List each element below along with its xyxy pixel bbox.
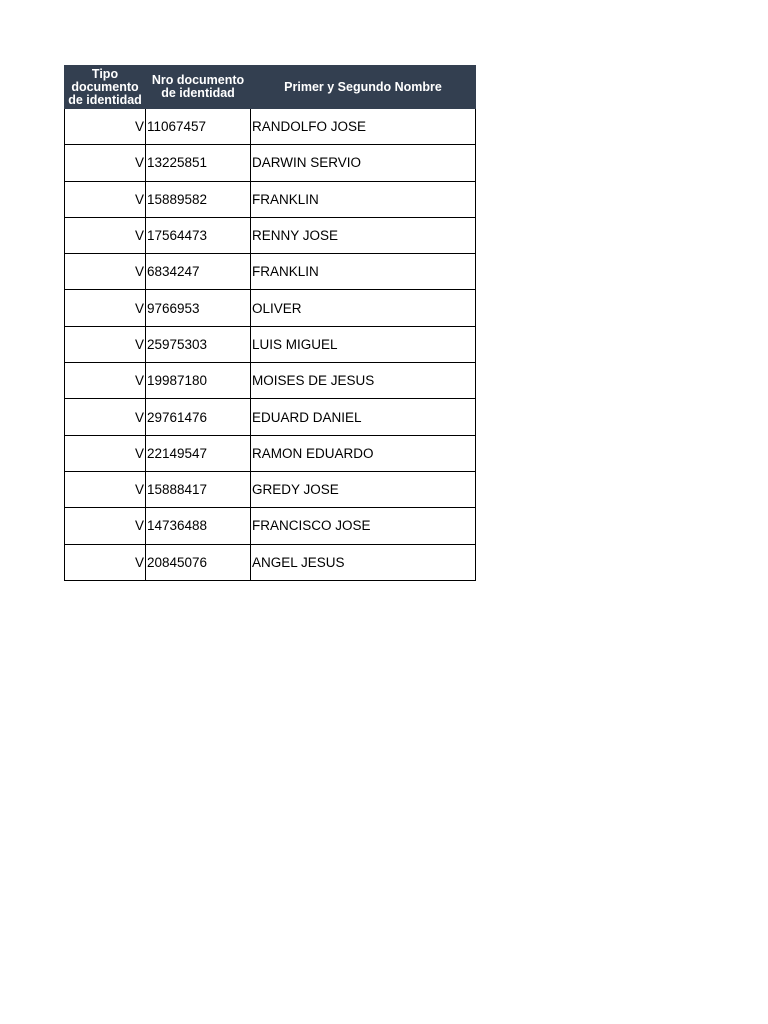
header-primer-segundo-nombre[interactable]: Primer y Segundo Nombre bbox=[251, 66, 476, 109]
cell-tipo[interactable]: V bbox=[65, 363, 146, 399]
table-row bbox=[65, 544, 476, 580]
cell-nombre[interactable]: OLIVER bbox=[251, 290, 476, 326]
table-header bbox=[65, 66, 476, 109]
cell-nombre[interactable]: FRANCISCO JOSE bbox=[251, 508, 476, 544]
cell-nombre[interactable]: EDUARD DANIEL bbox=[251, 399, 476, 435]
cell-tipo[interactable]: V bbox=[65, 399, 146, 435]
cell-nro[interactable]: 11067457 bbox=[146, 109, 251, 145]
cell-tipo[interactable]: V bbox=[65, 109, 146, 145]
cell-nro[interactable]: 15889582 bbox=[146, 181, 251, 217]
cell-nombre[interactable]: GREDY JOSE bbox=[251, 471, 476, 507]
cell-tipo[interactable]: V bbox=[65, 508, 146, 544]
table-row bbox=[65, 217, 476, 253]
cell-nro[interactable]: 19987180 bbox=[146, 363, 251, 399]
cell-nro[interactable]: 13225851 bbox=[146, 145, 251, 181]
cell-nombre[interactable]: RANDOLFO JOSE bbox=[251, 109, 476, 145]
table-row bbox=[65, 399, 476, 435]
cell-nro[interactable]: 6834247 bbox=[146, 254, 251, 290]
header-nro-documento[interactable]: Nro documento de identidad bbox=[146, 66, 251, 109]
cell-tipo[interactable]: V bbox=[65, 435, 146, 471]
table-row bbox=[65, 109, 476, 145]
cell-nombre[interactable]: FRANKLIN bbox=[251, 181, 476, 217]
table-row bbox=[65, 145, 476, 181]
cell-nro[interactable]: 17564473 bbox=[146, 217, 251, 253]
cell-nombre[interactable]: LUIS MIGUEL bbox=[251, 326, 476, 362]
table-row bbox=[65, 508, 476, 544]
cell-nombre[interactable]: RENNY JOSE bbox=[251, 217, 476, 253]
cell-tipo[interactable]: V bbox=[65, 181, 146, 217]
header-tipo-documento[interactable]: Tipo documento de identidad bbox=[65, 66, 146, 109]
cell-nro[interactable]: 14736488 bbox=[146, 508, 251, 544]
table-row bbox=[65, 471, 476, 507]
identity-document-table bbox=[64, 65, 476, 581]
cell-nombre[interactable]: ANGEL JESUS bbox=[251, 544, 476, 580]
cell-nro[interactable]: 9766953 bbox=[146, 290, 251, 326]
table-body bbox=[65, 109, 476, 581]
table-row bbox=[65, 181, 476, 217]
cell-nro[interactable]: 22149547 bbox=[146, 435, 251, 471]
header-row bbox=[65, 66, 476, 109]
cell-nro[interactable]: 25975303 bbox=[146, 326, 251, 362]
cell-nro[interactable]: 29761476 bbox=[146, 399, 251, 435]
table-row bbox=[65, 254, 476, 290]
cell-nombre[interactable]: DARWIN SERVIO bbox=[251, 145, 476, 181]
cell-tipo[interactable]: V bbox=[65, 254, 146, 290]
cell-tipo[interactable]: V bbox=[65, 290, 146, 326]
cell-nro[interactable]: 20845076 bbox=[146, 544, 251, 580]
cell-tipo[interactable]: V bbox=[65, 544, 146, 580]
cell-tipo[interactable]: V bbox=[65, 326, 146, 362]
table-row bbox=[65, 326, 476, 362]
cell-tipo[interactable]: V bbox=[65, 217, 146, 253]
cell-nombre[interactable]: FRANKLIN bbox=[251, 254, 476, 290]
cell-tipo[interactable]: V bbox=[65, 145, 146, 181]
cell-tipo[interactable]: V bbox=[65, 471, 146, 507]
table-row bbox=[65, 363, 476, 399]
cell-nombre[interactable]: MOISES DE JESUS bbox=[251, 363, 476, 399]
cell-nombre[interactable]: RAMON EDUARDO bbox=[251, 435, 476, 471]
table-row bbox=[65, 290, 476, 326]
cell-nro[interactable]: 15888417 bbox=[146, 471, 251, 507]
table-row bbox=[65, 435, 476, 471]
